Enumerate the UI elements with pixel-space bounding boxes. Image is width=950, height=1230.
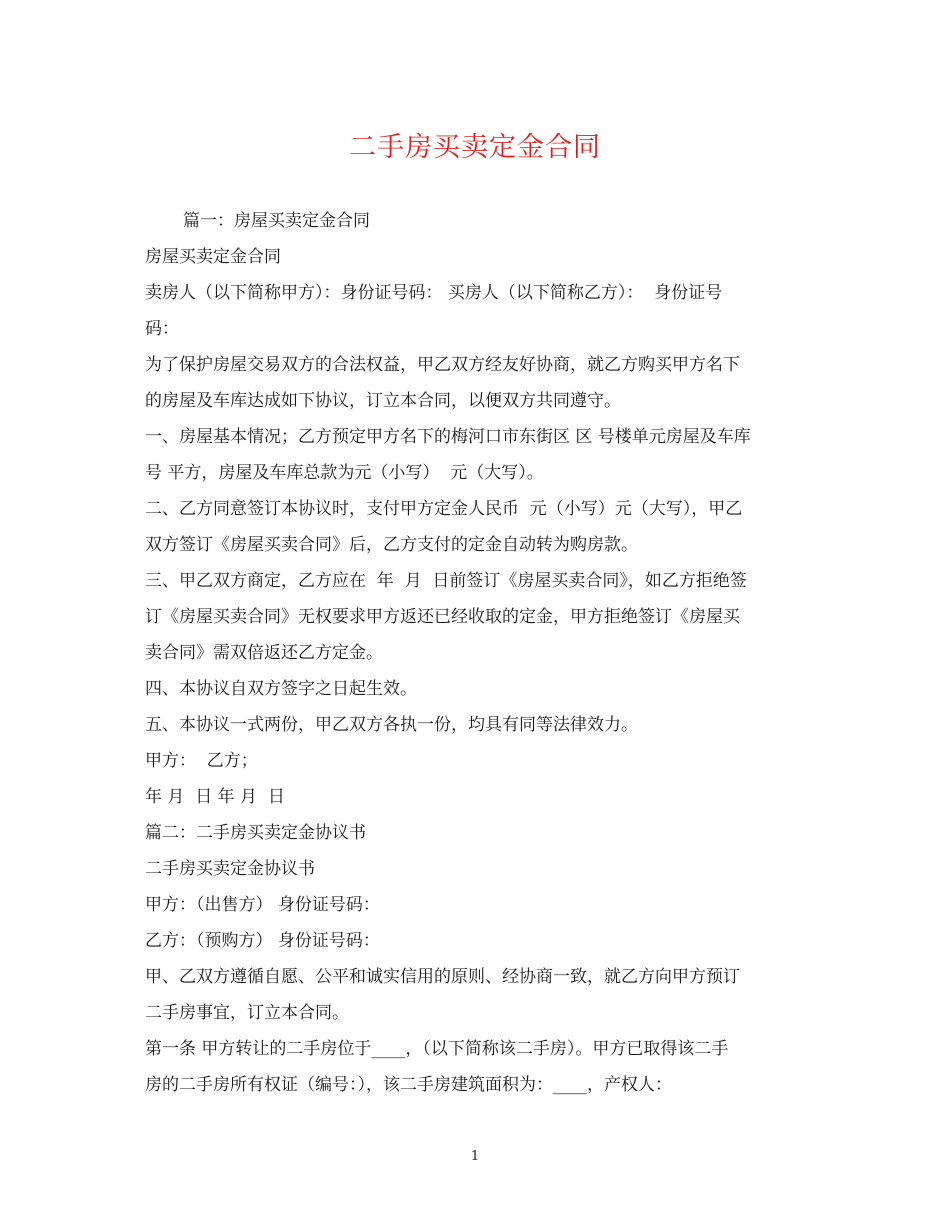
clause-line: 号 平方，房屋及车库总款为元（小写） 元（大写）。 <box>145 463 544 483</box>
clause-line: 三、甲乙双方商定，乙方应在 年 月 日前签订《房屋买卖合同》，如乙方拒绝签 <box>145 571 747 591</box>
clause-line: 一、房屋基本情况；乙方预定甲方名下的梅河口市东街区 区 号楼单元房屋及车库 <box>145 427 751 447</box>
contract-title-1: 房屋买卖定金合同 <box>145 247 281 267</box>
paragraph-line: 码： <box>145 319 179 339</box>
clause-line: 订《房屋买卖合同》无权要求甲方返还已经收取的定金，甲方拒绝签订《房屋买 <box>145 607 740 627</box>
clause-line: 二、乙方同意签订本协议时，支付甲方定金人民币 元（小写）元（大写），甲乙 <box>145 499 743 519</box>
contract-title-2: 二手房买卖定金协议书 <box>145 859 315 879</box>
paragraph-line: 卖房人（以下简称甲方）：身份证号码： 买房人（以下简称乙方）： 身份证号 <box>145 283 723 303</box>
clause-line: 第一条 甲方转让的二手房位于____，（以下简称该二手房）。甲方已取得该二手 <box>145 1039 729 1059</box>
clause-line: 四、本协议自双方签字之日起生效。 <box>145 679 417 699</box>
paragraph-line: 二手房事宜，订立本合同。 <box>145 1003 349 1023</box>
paragraph-line: 为了保护房屋交易双方的合法权益，甲乙双方经友好协商，就乙方购买甲方名下 <box>145 355 740 375</box>
party-a-line: 甲方：（出售方） 身份证号码： <box>145 895 380 915</box>
date-line: 年 月 日 年 月 日 <box>145 787 285 807</box>
clause-line: 双方签订《房屋买卖合同》后，乙方支付的定金自动转为购房款。 <box>145 535 638 555</box>
signature-line: 甲方： 乙方； <box>145 751 258 771</box>
document-title: 二手房买卖定金合同 <box>349 132 601 163</box>
clause-line: 五、本协议一式两份，甲乙双方各执一份，均具有同等法律效力。 <box>145 715 638 735</box>
clause-line: 房的二手房所有权证（编号：），该二手房建筑面积为：____，产权人： <box>145 1075 672 1095</box>
section-heading-2: 篇二：二手房买卖定金协议书 <box>145 823 366 843</box>
section-heading-1: 篇一：房屋买卖定金合同 <box>183 211 370 231</box>
document-body <box>145 203 807 1103</box>
page-number: 1 <box>470 1149 480 1164</box>
paragraph-line: 甲、乙双方遵循自愿、公平和诚实信用的原则、经协商一致，就乙方向甲方预订 <box>145 967 740 987</box>
paragraph-line: 的房屋及车库达成如下协议，订立本合同，以便双方共同遵守。 <box>145 391 621 411</box>
clause-line: 卖合同》需双倍返还乙方定金。 <box>145 643 383 663</box>
party-b-line: 乙方：（预购方） 身份证号码： <box>145 931 380 951</box>
